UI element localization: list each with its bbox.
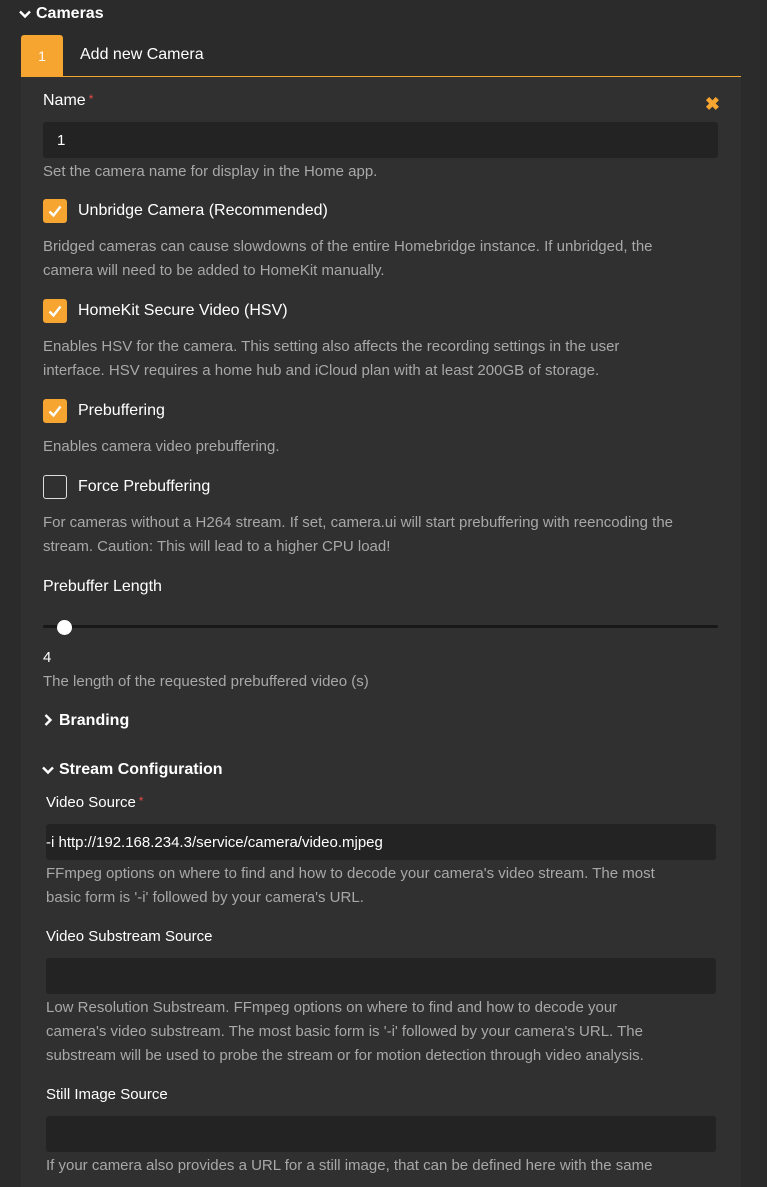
name-help: Set the camera name for display in the Home app.	[43, 163, 378, 180]
name-input[interactable]: 1	[43, 122, 718, 158]
video-source-input[interactable]: -i http://192.168.234.3/service/camera/video.mjpeg	[46, 824, 716, 860]
video-substream-help-line2: camera's video substream. The most basic form is '-i' followed by your camera's URL. The	[46, 1023, 643, 1040]
stream-configuration-header[interactable]	[41, 761, 223, 779]
checkmark-icon	[47, 203, 63, 219]
chevron-down-icon	[41, 763, 55, 778]
unbridge-camera-help-line1: Bridged cameras can cause slowdowns of the entire Homebridge instance. If unbridged, the	[43, 238, 653, 255]
video-source-help-line1: FFmpeg options on where to find and how to decode your camera's video stream. The most	[46, 865, 655, 882]
prebuffer-length-slider-track[interactable]	[43, 625, 718, 628]
branding-title: Branding	[59, 712, 130, 729]
hsv-row[interactable]	[43, 299, 288, 323]
force-prebuffering-checkbox[interactable]	[43, 475, 67, 499]
unbridge-camera-checkbox[interactable]	[43, 199, 67, 223]
unbridge-camera-label: Unbridge Camera (Recommended)	[78, 202, 328, 219]
video-substream-help-line1: Low Resolution Substream. FFmpeg options on where to find and how to decode your	[46, 999, 618, 1016]
chevron-right-icon	[41, 714, 55, 729]
unbridge-camera-help-line2: camera will need to be added to HomeKit manually.	[43, 262, 385, 279]
force-prebuffering-row[interactable]	[43, 475, 210, 499]
video-source-label	[46, 794, 143, 811]
stream-configuration-title: Stream Configuration	[59, 761, 223, 778]
cameras-section-header[interactable]	[18, 5, 104, 23]
name-label	[43, 92, 93, 110]
name-label-text: Name	[43, 92, 86, 109]
video-source-help-line2: basic form is '-i' followed by your camera's URL.	[46, 889, 364, 906]
camera-tab-number[interactable]: 1	[21, 35, 63, 76]
prebuffering-help: Enables camera video prebuffering.	[43, 438, 280, 455]
prebuffer-length-value: 4	[43, 649, 52, 666]
hsv-help-line2: interface. HSV requires a home hub and iCloud plan with at least 200GB of storage.	[43, 362, 600, 379]
video-substream-help-line3: substream will be used to probe the stream or for motion detection through video analysis.	[46, 1047, 644, 1064]
prebuffering-label: Prebuffering	[78, 402, 165, 419]
still-image-label: Still Image Source	[46, 1086, 168, 1103]
prebuffer-length-help: The length of the requested prebuffered video (s)	[43, 673, 369, 690]
still-image-input[interactable]	[46, 1116, 716, 1152]
branding-section-header[interactable]	[41, 712, 129, 730]
unbridge-camera-row[interactable]	[43, 199, 328, 223]
video-source-label-text: Video Source	[46, 794, 136, 811]
force-prebuffering-label: Force Prebuffering	[78, 478, 211, 495]
chevron-down-icon	[18, 7, 32, 22]
prebuffer-length-slider-handle[interactable]	[57, 620, 72, 635]
prebuffering-checkbox[interactable]	[43, 399, 67, 423]
force-prebuffering-help-line2: stream. Caution: This will lead to a higher CPU load!	[43, 538, 391, 555]
hsv-label: HomeKit Secure Video (HSV)	[78, 302, 288, 319]
video-substream-input[interactable]	[46, 958, 716, 994]
camera-tab-bar	[21, 35, 741, 77]
cameras-section-title: Cameras	[36, 5, 104, 22]
checkmark-icon	[47, 303, 63, 319]
prebuffering-row[interactable]	[43, 399, 165, 423]
close-icon[interactable]: ✖	[704, 94, 720, 114]
hsv-help-line1: Enables HSV for the camera. This setting also affects the recording settings in the user	[43, 338, 620, 355]
still-image-help-line1: If your camera also provides a URL for a still image, that can be defined here with the same	[46, 1157, 653, 1174]
camera-tab-label[interactable]: Add new Camera	[80, 46, 204, 63]
prebuffer-length-label: Prebuffer Length	[43, 578, 162, 595]
hsv-checkbox[interactable]	[43, 299, 67, 323]
video-substream-label: Video Substream Source	[46, 928, 213, 945]
required-marker: *	[138, 794, 144, 808]
force-prebuffering-help-line1: For cameras without a H264 stream. If set, camera.ui will start prebuffering with reencoding the	[43, 514, 674, 531]
checkmark-icon	[47, 403, 63, 419]
required-marker: *	[88, 92, 94, 106]
